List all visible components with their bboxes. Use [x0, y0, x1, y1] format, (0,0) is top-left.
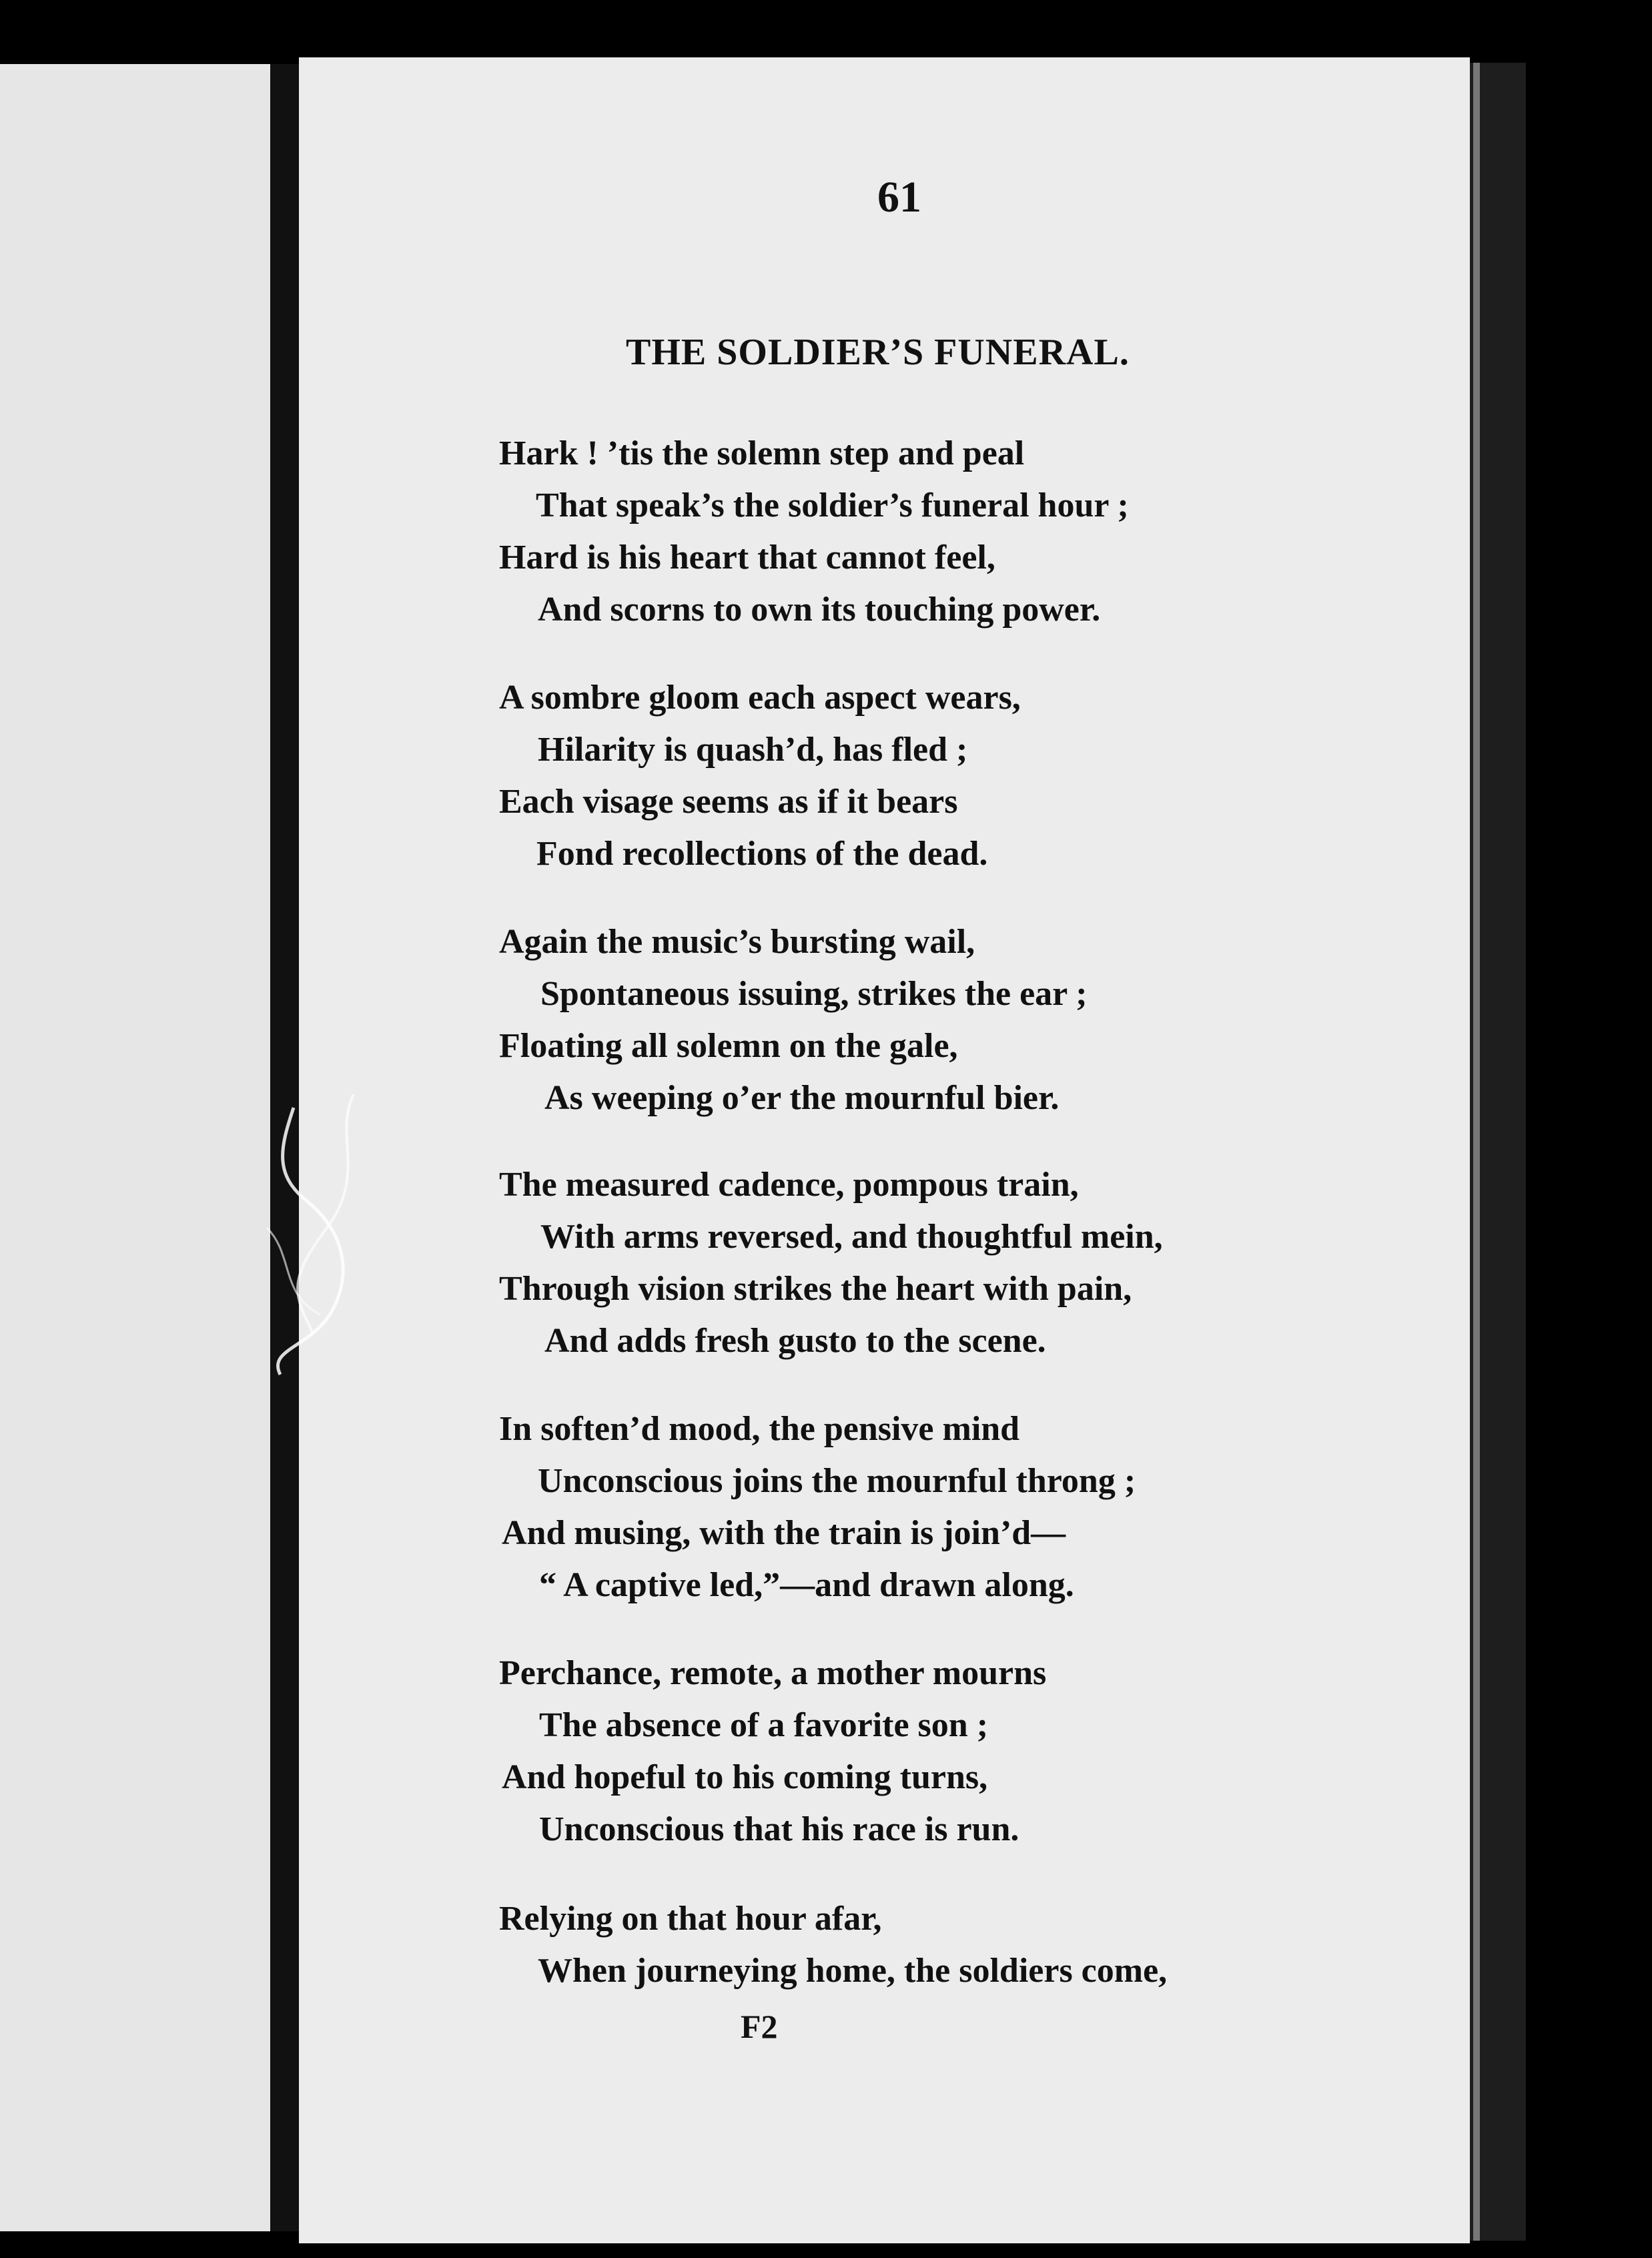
verse-line: Hark ! ’tis the solemn step and peal: [499, 434, 1025, 472]
verse-line: Unconscious that his race is run.: [539, 1810, 1019, 1848]
verse-line: Again the music’s bursting wail,: [499, 923, 975, 961]
verse-line: As weeping o’er the mournful bier.: [544, 1079, 1060, 1117]
verse-line: “ A captive led,”—and drawn along.: [539, 1566, 1074, 1604]
verse-line: Relying on that hour afar,: [499, 1900, 882, 1938]
printer-signature: F2: [741, 2008, 778, 2045]
verse-line: Fond recollections of the dead.: [536, 835, 988, 873]
verse-line: When journeying home, the soldiers come,: [538, 1952, 1168, 1990]
verse-line: And musing, with the train is join’d—: [502, 1514, 1066, 1552]
verse-line: The absence of a favorite son ;: [539, 1706, 989, 1744]
verse-line: Spontaneous issuing, strikes the ear ;: [540, 975, 1088, 1013]
verse-line: The measured cadence, pompous train,: [499, 1166, 1079, 1204]
verse-line: And adds fresh gusto to the scene.: [544, 1322, 1046, 1360]
scratch-mark: [254, 1094, 387, 1388]
verse-line: Perchance, remote, a mother mourns: [499, 1654, 1047, 1692]
verse-line: Through vision strikes the heart with pain,: [499, 1270, 1132, 1308]
book-page: [299, 57, 1470, 2243]
verse-line: Unconscious joins the mournful throng ;: [538, 1462, 1136, 1500]
verse-line: In soften’d mood, the pensive mind: [499, 1410, 1020, 1448]
verse-line: A sombre gloom each aspect wears,: [499, 679, 1021, 717]
verse-line: With arms reversed, and thoughtful mein,: [540, 1218, 1163, 1256]
page-number: 61: [877, 173, 921, 222]
verse-line: And hopeful to his coming turns,: [502, 1758, 988, 1796]
poem-title: THE SOLDIER’S FUNERAL.: [626, 332, 1130, 373]
verse-line: Each visage seems as if it bears: [499, 783, 958, 821]
verse-line: Hard is his heart that cannot feel,: [499, 538, 995, 577]
page-edge-highlight: [1473, 63, 1480, 2241]
verse-line: And scorns to own its touching power.: [538, 591, 1101, 629]
verse-line: Hilarity is quash’d, has fled ;: [538, 731, 968, 769]
verse-line: Floating all solemn on the gale,: [499, 1027, 958, 1065]
facing-page-left: [0, 64, 270, 2231]
verse-line: That speak’s the soldier’s funeral hour ;: [536, 486, 1129, 524]
